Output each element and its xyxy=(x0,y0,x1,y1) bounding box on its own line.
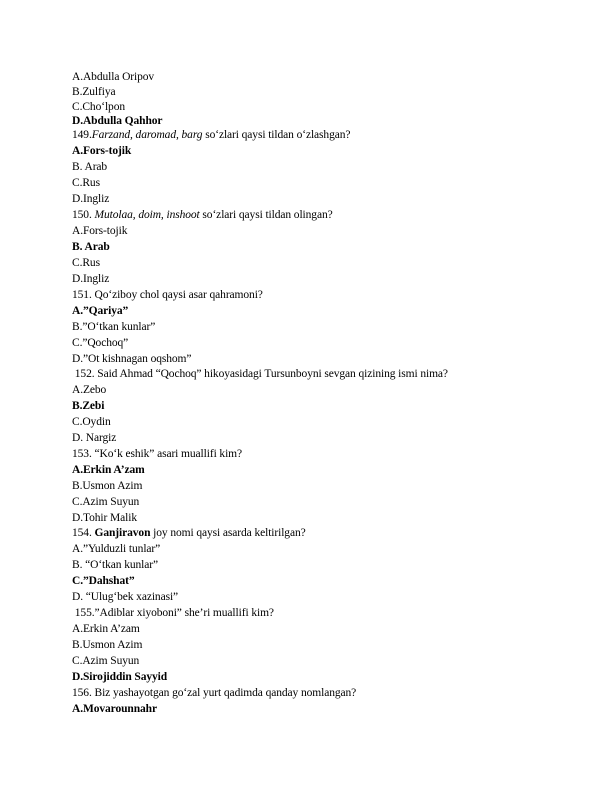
answer-option: C.Cho‘lpon xyxy=(72,101,125,113)
correct-answer: D.Sirojiddin Sayyid xyxy=(72,671,168,683)
question-150 xyxy=(72,208,333,222)
correct-answer: A.Erkin A’zam xyxy=(72,464,145,476)
answer-option: C.Azim Suyun xyxy=(72,655,140,667)
question-text: so‘zlari qaysi tildan o‘zlashgan? xyxy=(202,129,351,141)
question-154 xyxy=(72,526,306,540)
answer-option: C.Rus xyxy=(72,177,100,189)
correct-answer: A.Fors-tojik xyxy=(72,145,132,157)
answer-option: B.”O‘tkan kunlar” xyxy=(72,321,156,333)
question-text: joy nomi qaysi asarda keltirilgan? xyxy=(150,527,306,539)
correct-answer: B. Arab xyxy=(72,241,110,253)
answer-option: B.Usmon Azim xyxy=(72,639,143,651)
question-emphasis: Mutolaa, doim, inshoot xyxy=(94,209,200,221)
answer-option: B.Usmon Azim xyxy=(72,480,143,492)
correct-answer: A.”Qariya” xyxy=(72,305,129,317)
question-151: 151. Qo‘ziboy chol qaysi asar qahramoni? xyxy=(72,289,263,301)
correct-answer: D.Abdulla Qahhor xyxy=(72,115,163,127)
answer-option: A.Abdulla Oripov xyxy=(72,71,155,83)
question-number: 150. xyxy=(72,209,95,221)
question-149 xyxy=(72,128,350,142)
answer-option: C.Rus xyxy=(72,257,100,269)
question-emphasis: Ganjiravon xyxy=(94,527,151,539)
answer-option: C.Oydin xyxy=(72,416,111,428)
answer-option: C.”Qochoq” xyxy=(72,337,129,349)
answer-option: D.Ingliz xyxy=(72,273,110,285)
question-155: 155.”Adiblar xiyoboni” she’ri muallifi kim? xyxy=(72,607,274,619)
correct-answer: B.Zebi xyxy=(72,400,105,412)
correct-answer: A.Movarounnahr xyxy=(72,703,157,715)
answer-option: D.”Ot kishnagan oqshom” xyxy=(72,353,192,365)
answer-option: A.Erkin A’zam xyxy=(72,623,140,635)
answer-option: B.Zulfiya xyxy=(72,86,116,98)
answer-option: D. Nargiz xyxy=(72,432,117,444)
answer-option: D.Ingliz xyxy=(72,193,110,205)
correct-answer: C.”Dahshat” xyxy=(72,575,135,587)
question-text: so‘zlari qaysi tildan olingan? xyxy=(199,209,333,221)
answer-option: B. “O‘tkan kunlar” xyxy=(72,559,159,571)
answer-option: B. Arab xyxy=(72,161,108,173)
question-number: 154. xyxy=(72,527,95,539)
question-156: 156. Biz yashayotgan go‘zal yurt qadimda qanday nomlangan? xyxy=(72,687,357,699)
answer-option: D.Tohir Malik xyxy=(72,512,137,524)
answer-option: A.Fors-tojik xyxy=(72,225,128,237)
answer-option: D. “Ulug‘bek xazinasi” xyxy=(72,591,179,603)
answer-option: A.Zebo xyxy=(72,384,107,396)
question-153: 153. “Ko‘k eshik” asari muallifi kim? xyxy=(72,448,243,460)
answer-option: C.Azim Suyun xyxy=(72,496,140,508)
question-number: 149. xyxy=(72,129,92,141)
question-152: 152. Said Ahmad “Qochoq” hikoyasidagi Tursunboyni sevgan qizining ismi nima? xyxy=(72,368,448,380)
question-emphasis: Farzand, daromad, barg xyxy=(91,129,203,141)
answer-option: A.”Yulduzli tunlar” xyxy=(72,543,161,555)
